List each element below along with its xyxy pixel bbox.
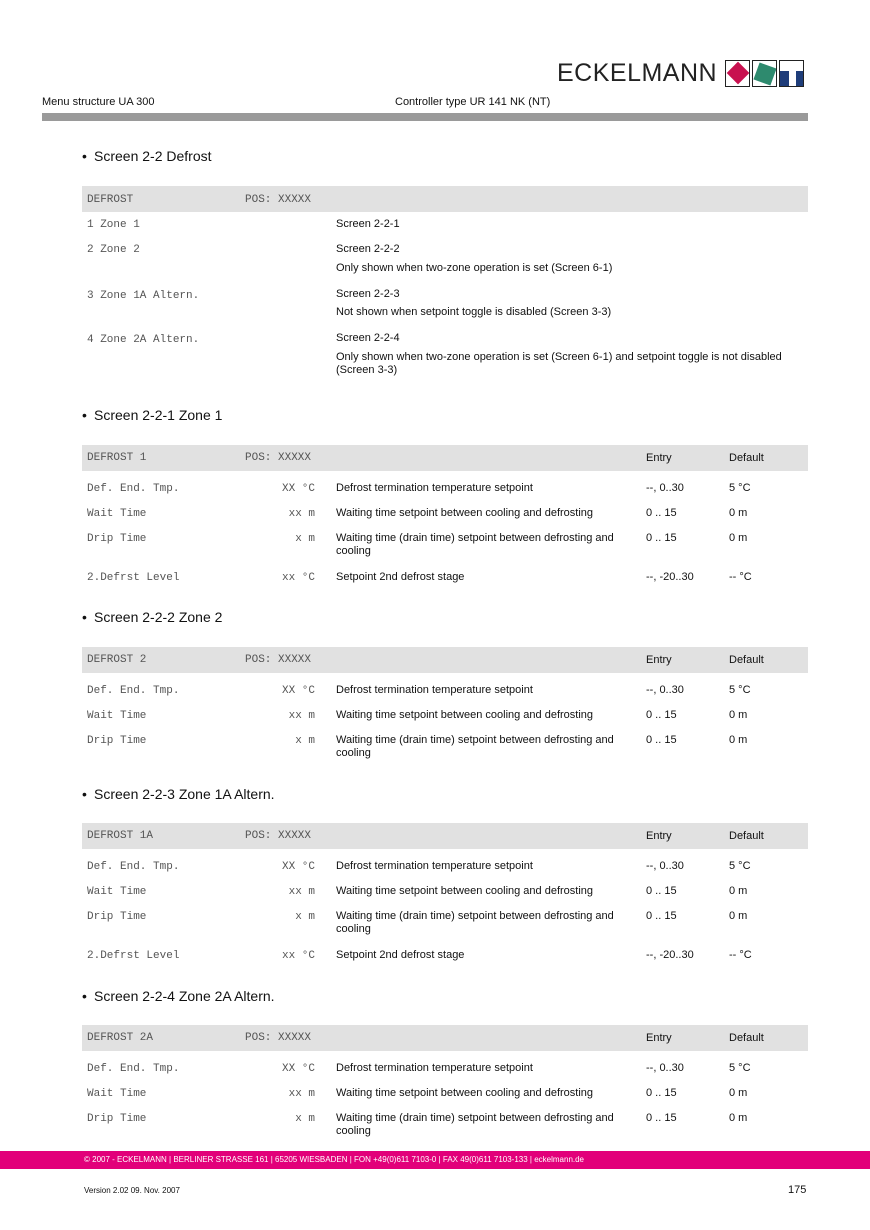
table-header: [82, 647, 808, 673]
parameter-description: Waiting time (drain time) setpoint between defrosting and: [336, 532, 614, 544]
menu-item-note: Only shown when two-zone operation is set (Screen 6-1) and setpoint toggle is not disabled: [336, 351, 782, 363]
column-header-default: Default: [729, 1032, 764, 1044]
footer-bar: [0, 1151, 870, 1169]
parameter-value: x m: [295, 533, 315, 545]
parameter-entry-range: 0 .. 15: [646, 709, 677, 721]
column-header-default: Default: [729, 830, 764, 842]
parameter-description-cont: cooling: [336, 747, 371, 759]
parameter-default: 0 m: [729, 885, 748, 897]
section-title-screen-2-2: • Screen 2-2 Defrost: [82, 148, 212, 164]
menu-item-target: Screen 2-2-2: [336, 243, 400, 255]
parameter-value: xx m: [288, 710, 315, 722]
parameter-description: Waiting time setpoint between cooling and defrosting: [336, 709, 594, 721]
parameter-description: Waiting time (drain time) setpoint between defrosting and: [336, 1112, 614, 1124]
parameter-code: Wait Time: [87, 886, 147, 898]
parameter-description: Waiting time setpoint between cooling and defrosting: [336, 885, 594, 897]
parameter-code: 2.Defrst Level: [87, 950, 180, 962]
parameter-value: xx m: [288, 1088, 315, 1100]
table-header-label: DEFROST 1A: [87, 830, 154, 842]
section-title: • Screen 2-2-1 Zone 1: [82, 407, 223, 423]
parameter-code: Drip Time: [87, 1113, 147, 1125]
parameter-code: Def. End. Tmp.: [87, 685, 180, 697]
parameter-description: Waiting time (drain time) setpoint between defrosting and: [336, 734, 614, 746]
menu-item-code: 2 Zone 2: [87, 244, 140, 256]
parameter-description: Defrost termination temperature setpoint: [336, 482, 533, 494]
page-number: 175: [788, 1184, 807, 1196]
parameter-value: XX °C: [281, 685, 315, 697]
parameter-code: Drip Time: [87, 533, 147, 545]
parameter-code: Def. End. Tmp.: [87, 861, 180, 873]
parameter-default: 0 m: [729, 1087, 748, 1099]
parameter-entry-range: --, 0..30: [646, 1062, 684, 1074]
section-title: • Screen 2-2-3 Zone 1A Altern.: [82, 786, 275, 802]
column-header-default: Default: [729, 452, 764, 464]
table-header-screen-2-2: [82, 186, 808, 212]
parameter-default: 0 m: [729, 910, 748, 922]
column-header-entry: Entry: [646, 452, 672, 464]
parameter-value: xx m: [288, 508, 315, 520]
parameter-default: -- °C: [729, 571, 752, 583]
parameter-default: 5 °C: [729, 1062, 751, 1074]
parameter-default: 0 m: [729, 709, 748, 721]
parameter-value: xx m: [288, 886, 315, 898]
parameter-entry-range: --, 0..30: [646, 684, 684, 696]
parameter-entry-range: --, -20..30: [646, 571, 694, 583]
parameter-value: XX °C: [281, 483, 315, 495]
section-title: • Screen 2-2-4 Zone 2A Altern.: [82, 988, 275, 1004]
parameter-code: Wait Time: [87, 710, 147, 722]
menu-item-target: Screen 2-2-3: [336, 288, 400, 300]
header-middle-text: Controller type UR 141 NK (NT): [395, 96, 551, 108]
menu-item-target: Screen 2-2-1: [336, 218, 400, 230]
parameter-default: 0 m: [729, 507, 748, 519]
parameter-description-cont: cooling: [336, 923, 371, 935]
table-header: [82, 823, 808, 849]
table-header-label: DEFROST 2: [87, 654, 147, 666]
parameter-default: 5 °C: [729, 482, 751, 494]
menu-item-code: 4 Zone 2A Altern.: [87, 334, 200, 346]
parameter-entry-range: 0 .. 15: [646, 1112, 677, 1124]
logo-square-icon: [752, 60, 777, 87]
parameter-description: Waiting time (drain time) setpoint between defrosting and: [336, 910, 614, 922]
table-header-pos: POS: XXXXX: [245, 194, 312, 206]
parameter-entry-range: --, 0..30: [646, 860, 684, 872]
table-header-label: DEFROST 2A: [87, 1032, 154, 1044]
logo-icons: [725, 60, 804, 87]
parameter-entry-range: 0 .. 15: [646, 885, 677, 897]
header-divider: [42, 113, 808, 121]
parameter-default: 0 m: [729, 532, 748, 544]
parameter-code: 2.Defrst Level: [87, 572, 180, 584]
parameter-value: x m: [295, 911, 315, 923]
parameter-code: Wait Time: [87, 508, 147, 520]
brand-logo: [557, 58, 804, 88]
table-header-label: DEFROST 1: [87, 452, 147, 464]
parameter-code: Def. End. Tmp.: [87, 483, 180, 495]
parameter-value: xx °C: [281, 572, 315, 584]
parameter-description: Waiting time setpoint between cooling and defrosting: [336, 507, 594, 519]
footer-version: Version 2.02 09. Nov. 2007: [84, 1186, 180, 1195]
parameter-description: Defrost termination temperature setpoint: [336, 860, 533, 872]
table-header-pos: POS: XXXXX: [245, 1032, 312, 1044]
footer-address: © 2007 - ECKELMANN | BERLINER STRASSE 161 | 65205 WIESBADEN | FON +49(0)611 7103-0 | FAX 49(0)611 7103-133 | eckelmann.de: [84, 1155, 585, 1164]
parameter-description: Setpoint 2nd defrost stage: [336, 949, 465, 961]
parameter-value: x m: [295, 1113, 315, 1125]
menu-item-note-cont: (Screen 3-3): [336, 364, 398, 376]
parameter-default: -- °C: [729, 949, 752, 961]
brand-name: ECKELMANN: [557, 58, 718, 87]
section-title: • Screen 2-2-2 Zone 2: [82, 609, 223, 625]
parameter-code: Wait Time: [87, 1088, 147, 1100]
table-header-pos: POS: XXXXX: [245, 654, 312, 666]
parameter-value: XX °C: [281, 861, 315, 873]
parameter-entry-range: 0 .. 15: [646, 532, 677, 544]
column-header-entry: Entry: [646, 654, 672, 666]
parameter-entry-range: 0 .. 15: [646, 507, 677, 519]
column-header-entry: Entry: [646, 830, 672, 842]
parameter-default: 5 °C: [729, 860, 751, 872]
parameter-entry-range: 0 .. 15: [646, 1087, 677, 1099]
parameter-code: Drip Time: [87, 735, 147, 747]
parameter-default: 5 °C: [729, 684, 751, 696]
parameter-default: 0 m: [729, 1112, 748, 1124]
parameter-entry-range: 0 .. 15: [646, 734, 677, 746]
parameter-description: Waiting time setpoint between cooling and defrosting: [336, 1087, 594, 1099]
table-header-pos: POS: XXXXX: [245, 830, 312, 842]
menu-item-code: 3 Zone 1A Altern.: [87, 290, 200, 302]
parameter-description: Defrost termination temperature setpoint: [336, 684, 533, 696]
menu-item-code: 1 Zone 1: [87, 219, 140, 231]
table-header: [82, 1025, 808, 1051]
parameter-description: Setpoint 2nd defrost stage: [336, 571, 465, 583]
parameter-description: Defrost termination temperature setpoint: [336, 1062, 533, 1074]
table-header: [82, 445, 808, 471]
parameter-entry-range: --, 0..30: [646, 482, 684, 494]
menu-item-note: Not shown when setpoint toggle is disabled (Screen 3-3): [336, 306, 612, 318]
parameter-code: Drip Time: [87, 911, 147, 923]
parameter-default: 0 m: [729, 734, 748, 746]
logo-diamond-icon: [725, 60, 750, 87]
parameter-value: XX °C: [281, 1063, 315, 1075]
table-header-pos: POS: XXXXX: [245, 452, 312, 464]
parameter-value: x m: [295, 735, 315, 747]
parameter-entry-range: 0 .. 15: [646, 910, 677, 922]
header-left-text: Menu structure UA 300: [42, 96, 155, 108]
column-header-default: Default: [729, 654, 764, 666]
column-header-entry: Entry: [646, 1032, 672, 1044]
logo-t-icon: [779, 60, 804, 87]
parameter-value: xx °C: [281, 950, 315, 962]
parameter-entry-range: --, -20..30: [646, 949, 694, 961]
menu-item-note: Only shown when two-zone operation is set (Screen 6-1): [336, 262, 613, 274]
parameter-description-cont: cooling: [336, 1125, 371, 1137]
parameter-code: Def. End. Tmp.: [87, 1063, 180, 1075]
menu-item-target: Screen 2-2-4: [336, 332, 400, 344]
table-header-label: DEFROST: [87, 194, 134, 206]
parameter-description-cont: cooling: [336, 545, 371, 557]
